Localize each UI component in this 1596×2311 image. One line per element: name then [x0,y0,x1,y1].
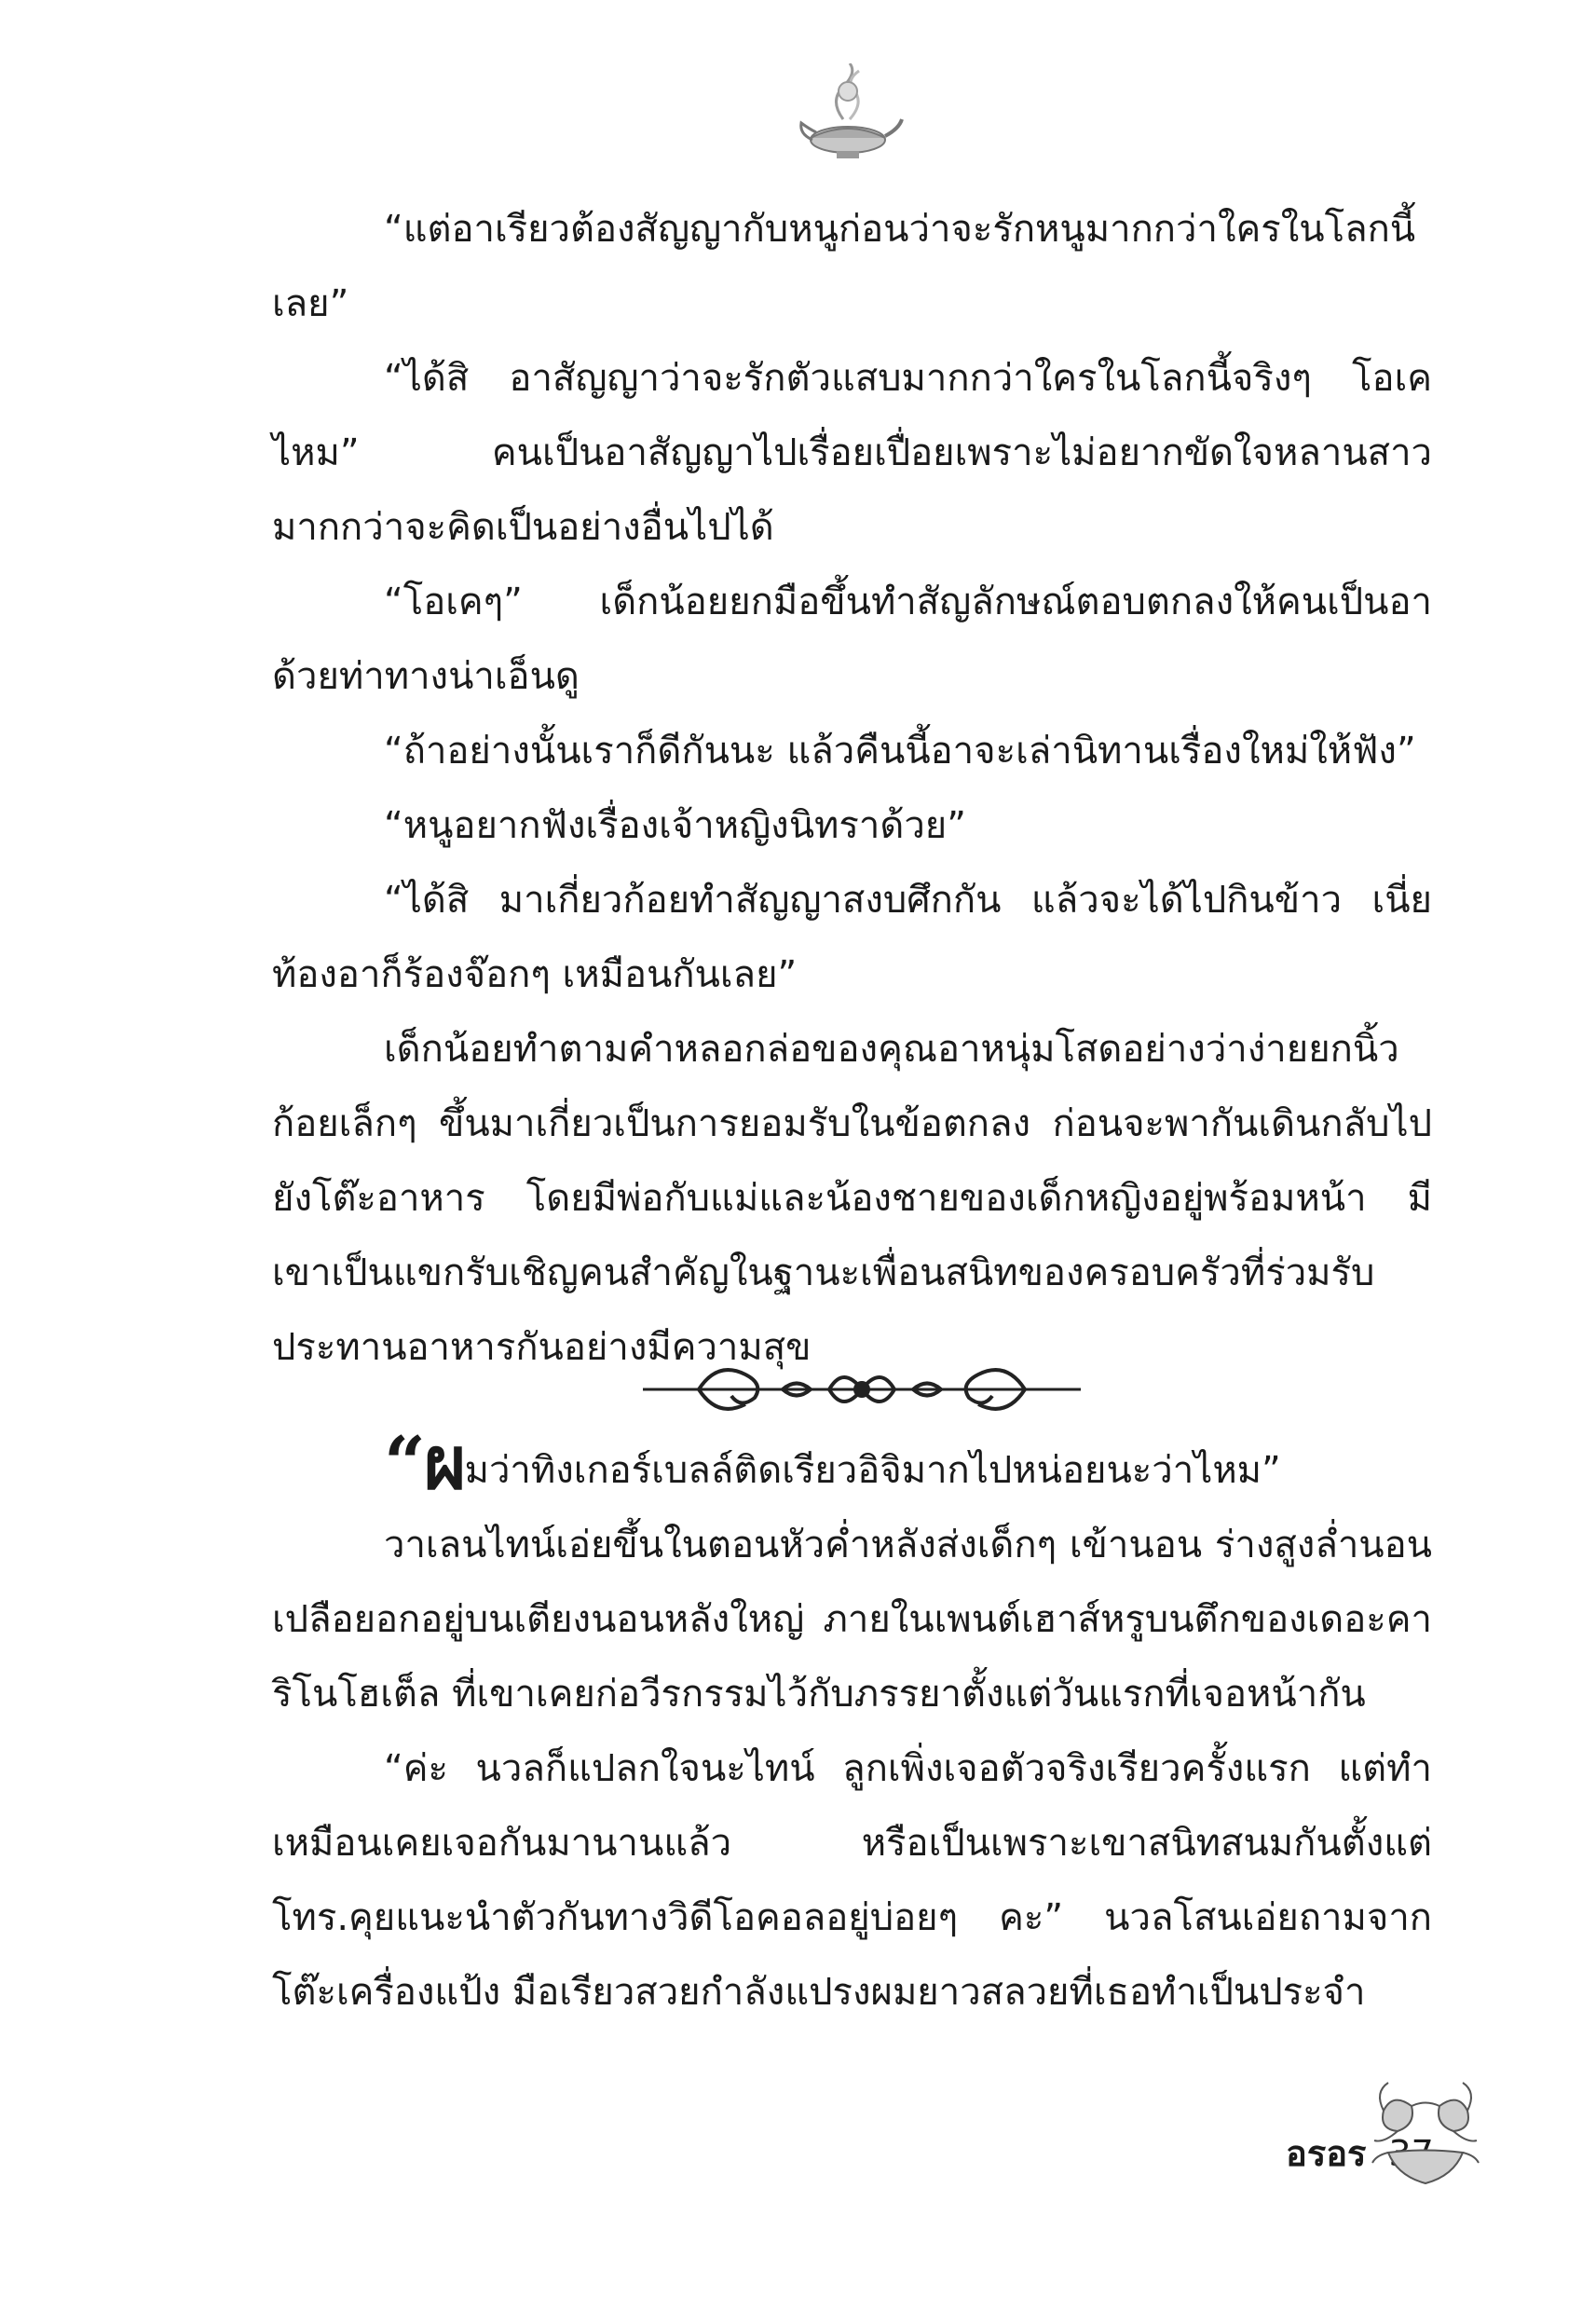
section-2 [272,1421,1432,2030]
bikini-icon [1365,2073,1486,2195]
magic-lamp-icon [792,63,904,166]
paragraph-first-text: มว่าทิงเกอร์เบลล์ติดเรียวอิจิมากไปหน่อยนะว่าไหม” [464,1449,1281,1492]
drop-cap: “ผ [384,1421,465,1506]
author-brand: อรอร [1286,2133,1367,2174]
paragraph: “ได้สิ มาเกี่ยวก้อยทำสัญญาสงบศึกกัน แล้วจะได้ไปกินข้าว เนี่ยท้องอาก็ร้องจ๊อกๆ เหมือนกันเลย” [272,879,1432,996]
flourish-divider-icon [643,1351,1081,1428]
paragraph: “ค่ะ นวลก็แปลกใจนะไทน์ ลูกเพิ่งเจอตัวจริงเรียวครั้งแรก แต่ทำเหมือนเคยเจอกันมานานแล้ว หรือเป็นเพราะเขาสนิทสนมกันตั้งแต่โทร.คุยแนะนำตัวกันทางวิดีโอคอลอยู่บ่อยๆ คะ” นวลโสนเอ่ยถามจากโต๊ะเครื่องแป้ง มือเรียวสวยกำลังแปรงผมยาวสลวยที่เธอทำเป็นประจำ [272,1747,1432,2014]
paragraph: “ถ้าอย่างนั้นเราก็ดีกันนะ แล้วคืนนี้อาจะเล่านิทานเรื่องใหม่ให้ฟัง” [384,730,1416,773]
paragraph: “ได้สิ อาสัญญาว่าจะรักตัวแสบมากกว่าใครในโลกนี้จริงๆ โอเคไหม” คนเป็นอาสัญญาไปเรื่อยเปื่อยเพราะไม่อยากขัดใจหลานสาวมากกว่าจะคิดเป็นอย่างอื่นไปได้ [272,357,1432,549]
paragraph: เด็กน้อยทำตามคำหลอกล่อของคุณอาหนุ่มโสดอย่างว่าง่ายยกนิ้วก้อยเล็กๆ ขึ้นมาเกี่ยวเป็นการยอมรับในข้อตกลง ก่อนจะพากันเดินกลับไปยังโต๊ะอาหาร โดยมีพ่อกับแม่และน้องชายของเด็กหญิงอยู่พร้อมหน้า มีเขาเป็นแขกรับเชิญคนสำคัญในฐานะเพื่อนสนิทของครอบครัวที่ร่วมรับประทานอาหารกันอย่างมีความสุข [272,1028,1432,1369]
paragraph [272,1421,1432,1508]
paragraph: “หนูอยากฟังเรื่องเจ้าหญิงนิทราด้วย” [384,804,966,847]
paragraph: “แต่อาเรียวต้องสัญญากับหนูก่อนว่าจะรักหนูมากกว่าใครในโลกนี้เลย” [272,208,1416,325]
paragraph: “โอเคๆ” เด็กน้อยยกมือขึ้นทำสัญลักษณ์ตอบตกลงให้คนเป็นอาด้วยท่าทางน่าเอ็นดู [272,581,1432,698]
section-1 [272,192,1432,1385]
paragraph: วาเลนไทน์เอ่ยขึ้นในตอนหัวค่ำหลังส่งเด็กๆ เข้านอน ร่างสูงล่ำนอนเปลือยอกอยู่บนเตียงนอนหลังใหญ่ ภายในเพนต์เฮาส์หรูบนตึกของเดอะคาริโนโฮเต็ล ที่เขาเคยก่อวีรกรรมไว้กับภรรยาตั้งแต่วันแรกที่เจอหน้ากัน [272,1524,1432,1716]
